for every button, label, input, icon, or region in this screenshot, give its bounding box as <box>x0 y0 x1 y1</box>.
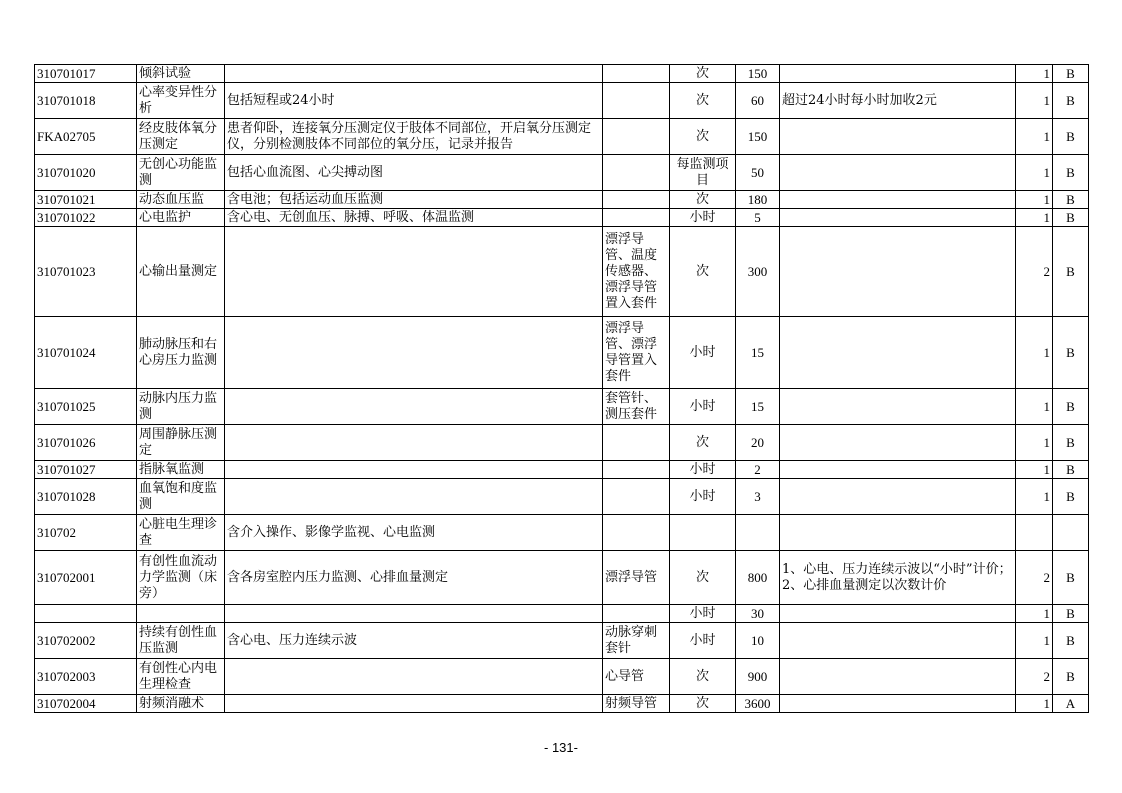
table-row <box>35 83 1089 119</box>
remarks <box>780 209 1016 227</box>
item-code: 310701027 <box>35 461 137 479</box>
pricing-unit: 小时 <box>670 389 736 425</box>
table-row <box>35 191 1089 209</box>
grade: 1 <box>1016 65 1053 83</box>
excluded-items <box>603 83 670 119</box>
category: B <box>1053 425 1089 461</box>
item-code: 310701022 <box>35 209 137 227</box>
table-row <box>35 209 1089 227</box>
pricing-unit: 小时 <box>670 605 736 623</box>
category: B <box>1053 605 1089 623</box>
category: B <box>1053 317 1089 389</box>
excluded-items <box>603 209 670 227</box>
item-description: 患者仰卧，连接氧分压测定仪于肢体不同部位，开启氧分压测定仪，分别检测肢体不同部位的氧分压，记录并报告 <box>225 119 603 155</box>
price: 800 <box>736 551 780 605</box>
price: 20 <box>736 425 780 461</box>
price: 5 <box>736 209 780 227</box>
item-code: 310701021 <box>35 191 137 209</box>
item-description <box>225 425 603 461</box>
item-description <box>225 461 603 479</box>
item-code: 310702002 <box>35 623 137 659</box>
item-code: 310702003 <box>35 659 137 695</box>
price: 300 <box>736 227 780 317</box>
item-description <box>225 605 603 623</box>
pricing-unit: 次 <box>670 65 736 83</box>
item-name: 动态血压监 <box>137 191 225 209</box>
excluded-items: 射频导管 <box>603 695 670 713</box>
category: B <box>1053 479 1089 515</box>
page-number: - 131- <box>544 740 578 755</box>
item-code: 310701018 <box>35 83 137 119</box>
item-description: 含心电、无创血压、脉搏、呼吸、体温监测 <box>225 209 603 227</box>
grade: 1 <box>1016 605 1053 623</box>
grade: 1 <box>1016 623 1053 659</box>
remarks <box>780 479 1016 515</box>
category: B <box>1053 65 1089 83</box>
item-description <box>225 659 603 695</box>
item-name: 有创性血流动力学监测（床旁） <box>137 551 225 605</box>
remarks: 1、心电、压力连续示波以“小时”计价；2、心排血量测定以次数计价 <box>780 551 1016 605</box>
excluded-items: 漂浮导管、温度传感器、漂浮导管置入套件 <box>603 227 670 317</box>
item-code: FKA02705 <box>35 119 137 155</box>
table-row <box>35 659 1089 695</box>
excluded-items: 漂浮导管、漂浮导管置入套件 <box>603 317 670 389</box>
item-description: 含电池；包括运动血压监测 <box>225 191 603 209</box>
price: 3 <box>736 479 780 515</box>
price: 180 <box>736 191 780 209</box>
item-description <box>225 389 603 425</box>
category: B <box>1053 209 1089 227</box>
category: B <box>1053 119 1089 155</box>
table-row <box>35 695 1089 713</box>
item-name: 倾斜试验 <box>137 65 225 83</box>
item-description <box>225 317 603 389</box>
pricing-unit: 次 <box>670 659 736 695</box>
pricing-unit: 次 <box>670 425 736 461</box>
remarks <box>780 191 1016 209</box>
item-name <box>137 605 225 623</box>
item-code: 310702001 <box>35 551 137 605</box>
pricing-unit: 次 <box>670 227 736 317</box>
pricing-unit: 小时 <box>670 317 736 389</box>
grade <box>1016 515 1053 551</box>
excluded-items <box>603 515 670 551</box>
item-name: 持续有创性血压监测 <box>137 623 225 659</box>
item-name: 心电监护 <box>137 209 225 227</box>
price: 150 <box>736 119 780 155</box>
item-description: 包括心血流图、心尖搏动图 <box>225 155 603 191</box>
category: B <box>1053 623 1089 659</box>
remarks <box>780 515 1016 551</box>
item-code: 310701026 <box>35 425 137 461</box>
remarks <box>780 425 1016 461</box>
pricing-unit: 小时 <box>670 479 736 515</box>
remarks <box>780 695 1016 713</box>
pricing-unit: 次 <box>670 695 736 713</box>
remarks <box>780 119 1016 155</box>
pricing-unit: 次 <box>670 191 736 209</box>
price: 30 <box>736 605 780 623</box>
pricing-unit: 次 <box>670 119 736 155</box>
remarks <box>780 317 1016 389</box>
category: B <box>1053 227 1089 317</box>
item-description: 含各房室腔内压力监测、心排血量测定 <box>225 551 603 605</box>
price: 900 <box>736 659 780 695</box>
excluded-items <box>603 605 670 623</box>
item-name: 经皮肢体氧分压测定 <box>137 119 225 155</box>
pricing-unit: 次 <box>670 551 736 605</box>
item-code: 310701024 <box>35 317 137 389</box>
excluded-items <box>603 479 670 515</box>
item-name: 无创心功能监测 <box>137 155 225 191</box>
item-code: 310701025 <box>35 389 137 425</box>
item-name: 心率变异性分析 <box>137 83 225 119</box>
remarks <box>780 623 1016 659</box>
table-row <box>35 425 1089 461</box>
category: B <box>1053 191 1089 209</box>
grade: 1 <box>1016 119 1053 155</box>
item-description <box>225 227 603 317</box>
item-name: 指脉氧监测 <box>137 461 225 479</box>
category: B <box>1053 461 1089 479</box>
item-code: 310701017 <box>35 65 137 83</box>
item-description <box>225 695 603 713</box>
item-code: 310701023 <box>35 227 137 317</box>
item-description <box>225 479 603 515</box>
excluded-items: 心导管 <box>603 659 670 695</box>
pricing-unit <box>670 515 736 551</box>
price <box>736 515 780 551</box>
grade: 1 <box>1016 461 1053 479</box>
table-row <box>35 605 1089 623</box>
excluded-items <box>603 65 670 83</box>
table-row <box>35 389 1089 425</box>
category <box>1053 515 1089 551</box>
table-row <box>35 623 1089 659</box>
category: B <box>1053 83 1089 119</box>
table-row <box>35 65 1089 83</box>
item-description: 包括短程或24小时 <box>225 83 603 119</box>
item-name: 血氧饱和度监测 <box>137 479 225 515</box>
remarks <box>780 461 1016 479</box>
price: 60 <box>736 83 780 119</box>
table-row <box>35 227 1089 317</box>
price: 10 <box>736 623 780 659</box>
fee-schedule-table <box>34 64 1089 713</box>
category: B <box>1053 659 1089 695</box>
grade: 1 <box>1016 479 1053 515</box>
remarks <box>780 659 1016 695</box>
remarks: 超过24小时每小时加收2元 <box>780 83 1016 119</box>
table-row <box>35 317 1089 389</box>
table-row <box>35 461 1089 479</box>
remarks <box>780 389 1016 425</box>
item-name: 射频消融术 <box>137 695 225 713</box>
grade: 1 <box>1016 209 1053 227</box>
item-code: 310702004 <box>35 695 137 713</box>
item-code: 310701020 <box>35 155 137 191</box>
price: 15 <box>736 389 780 425</box>
category: B <box>1053 155 1089 191</box>
pricing-unit: 每监测项目 <box>670 155 736 191</box>
grade: 1 <box>1016 155 1053 191</box>
item-code <box>35 605 137 623</box>
item-name: 有创性心内电生理检查 <box>137 659 225 695</box>
table-row <box>35 155 1089 191</box>
item-name: 周围静脉压测定 <box>137 425 225 461</box>
grade: 2 <box>1016 551 1053 605</box>
remarks <box>780 155 1016 191</box>
price: 3600 <box>736 695 780 713</box>
grade: 1 <box>1016 695 1053 713</box>
price: 2 <box>736 461 780 479</box>
grade: 2 <box>1016 659 1053 695</box>
item-name: 心输出量测定 <box>137 227 225 317</box>
price: 50 <box>736 155 780 191</box>
remarks <box>780 227 1016 317</box>
excluded-items: 漂浮导管 <box>603 551 670 605</box>
pricing-unit: 次 <box>670 83 736 119</box>
item-name: 心脏电生理诊查 <box>137 515 225 551</box>
category: B <box>1053 551 1089 605</box>
excluded-items: 动脉穿刺套针 <box>603 623 670 659</box>
item-name: 肺动脉压和右心房压力监测 <box>137 317 225 389</box>
excluded-items <box>603 119 670 155</box>
remarks <box>780 65 1016 83</box>
grade: 1 <box>1016 389 1053 425</box>
item-description: 含介入操作、影像学监视、心电监测 <box>225 515 603 551</box>
pricing-unit: 小时 <box>670 209 736 227</box>
grade: 1 <box>1016 425 1053 461</box>
price: 150 <box>736 65 780 83</box>
excluded-items <box>603 461 670 479</box>
pricing-unit: 小时 <box>670 461 736 479</box>
grade: 1 <box>1016 191 1053 209</box>
item-description <box>225 65 603 83</box>
table-row <box>35 515 1089 551</box>
table-row <box>35 551 1089 605</box>
item-code: 310702 <box>35 515 137 551</box>
item-name: 动脉内压力监测 <box>137 389 225 425</box>
excluded-items: 套管针、测压套件 <box>603 389 670 425</box>
grade: 2 <box>1016 227 1053 317</box>
price: 15 <box>736 317 780 389</box>
category: B <box>1053 389 1089 425</box>
excluded-items <box>603 155 670 191</box>
grade: 1 <box>1016 317 1053 389</box>
excluded-items <box>603 191 670 209</box>
table-row <box>35 119 1089 155</box>
item-code: 310701028 <box>35 479 137 515</box>
grade: 1 <box>1016 83 1053 119</box>
item-description: 含心电、压力连续示波 <box>225 623 603 659</box>
pricing-unit: 小时 <box>670 623 736 659</box>
table-row <box>35 479 1089 515</box>
category: A <box>1053 695 1089 713</box>
excluded-items <box>603 425 670 461</box>
remarks <box>780 605 1016 623</box>
